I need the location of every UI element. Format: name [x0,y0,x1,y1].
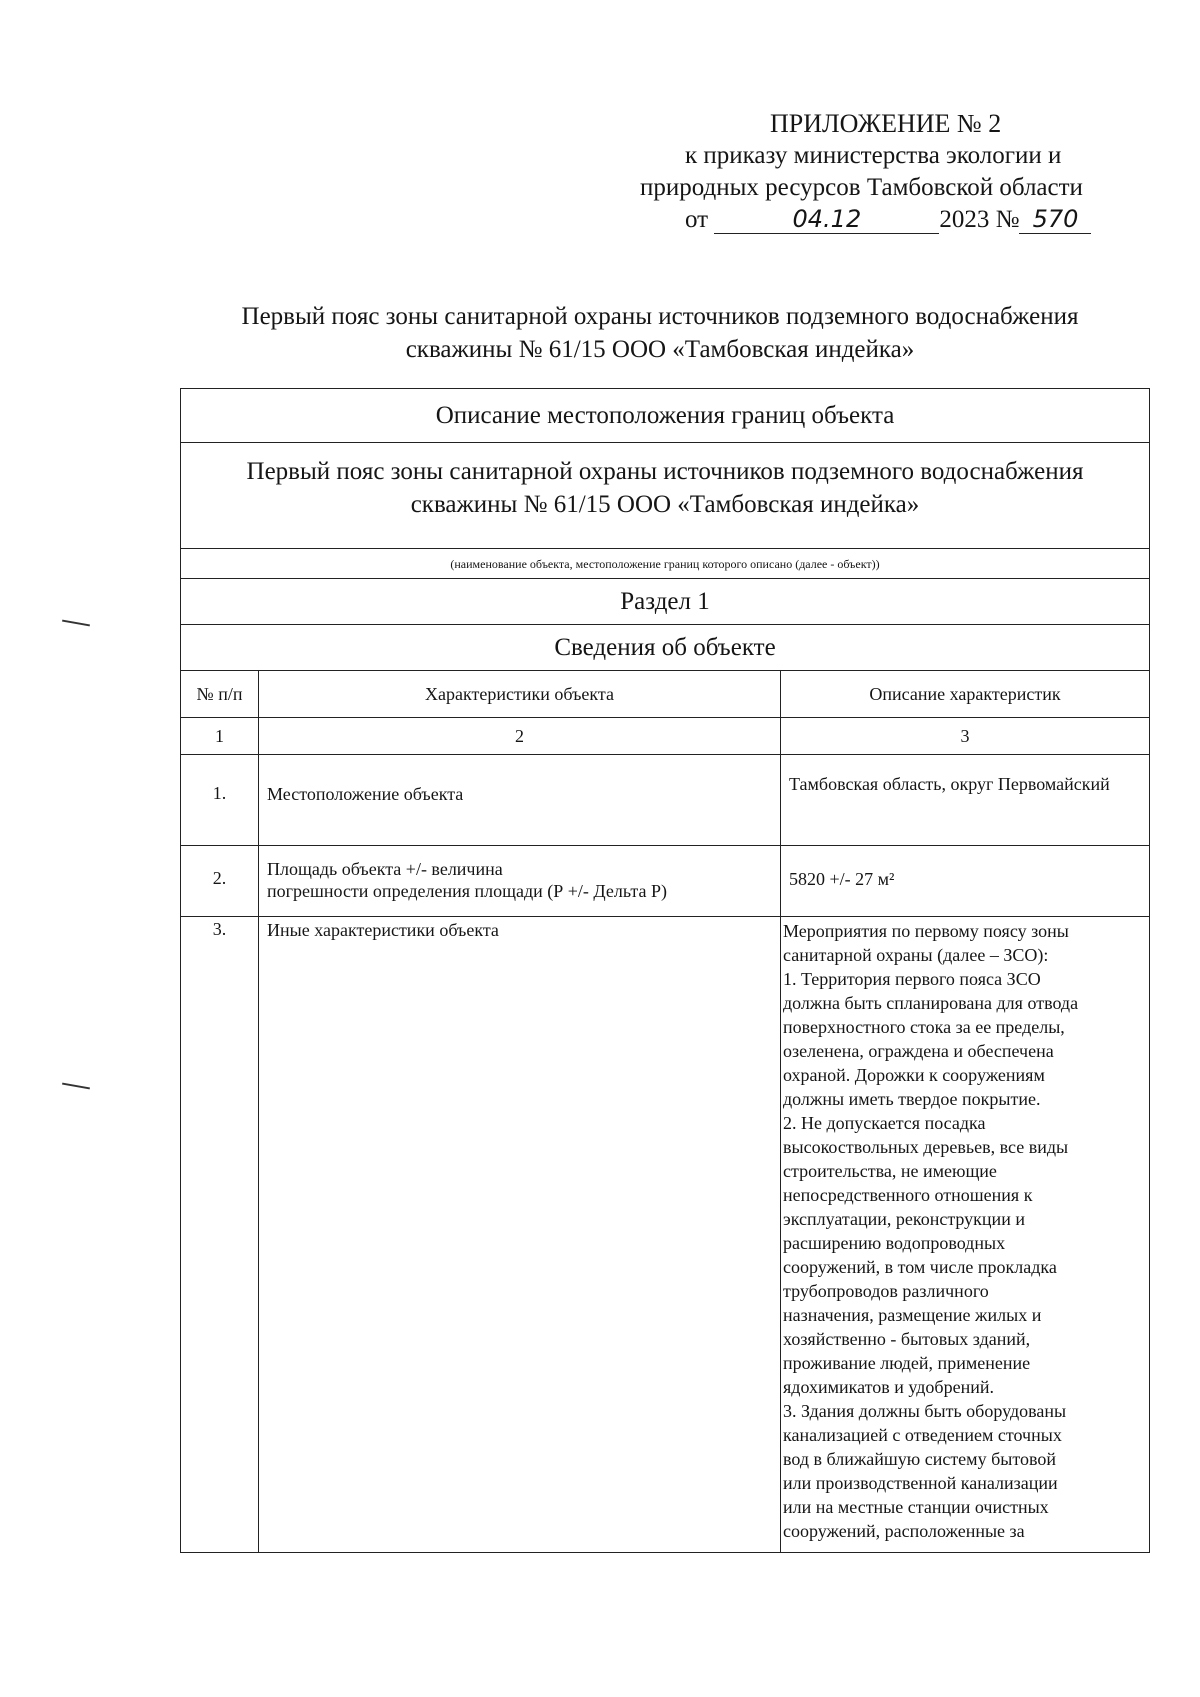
column-number: 3 [960,726,970,746]
handwritten-number: 570 [1032,205,1079,233]
scan-mark [62,1083,90,1090]
row-description: Тамбовская область, округ Первомайский [789,774,1110,794]
header-line-2: природных ресурсов Тамбовской области [640,174,1083,201]
description-line: 3. Здания должны быть оборудованы [783,1401,1067,1421]
description-line: поверхностного стока за ее пределы, [783,1017,1065,1037]
table-row [181,917,1149,1552]
section-title: Сведения об объекте [181,625,1149,671]
description-line: санитарной охраны (далее – ЗСО): [783,945,1049,965]
description-line: Мероприятия по первому поясу зоны [783,921,1069,941]
row-description: 5820 +/- 27 м² [789,869,895,889]
description-line: расширению водопроводных [783,1233,1006,1253]
description-line: высокоствольных деревьев, все виды [783,1137,1069,1157]
boundary-description-table [180,388,1150,1553]
page-title [180,300,1140,366]
order-date-line [685,204,1160,236]
column-header: Характеристики объекта [259,671,781,717]
column-number: 1 [181,718,259,754]
description-line: ядохимикатов и удобрений. [783,1377,994,1397]
row-characteristic: Иные характеристики объекта [259,917,781,1552]
description-line: хозяйственно - бытовых зданий, [783,1329,1031,1349]
description-line: трубопроводов различного [783,1281,989,1301]
column-number: 2 [259,718,781,754]
page-title-line-2: скважины № 61/15 ООО «Тамбовская индейка» [405,336,915,363]
column-number-row [181,718,1149,755]
description-line: или на местные станции очистных [783,1497,1049,1517]
description-line: озеленена, ограждена и обеспечена [783,1041,1054,1061]
row-number: 3. [181,917,259,1552]
characteristic-line: погрешности определения площади (Р +/- Дельта Р) [267,881,667,901]
page-title-line-1: Первый пояс зоны санитарной охраны источников подземного водоснабжения [241,303,1079,330]
object-name [181,443,1149,549]
object-name-line-1: Первый пояс зоны санитарной охраны источников подземного водоснабжения [246,458,1084,485]
description-line: или производственной канализации [783,1473,1058,1493]
object-name-line-2: скважины № 61/15 ООО «Тамбовская индейка» [410,491,920,518]
description-line: проживание людей, применение [783,1353,1031,1373]
section-number: Раздел 1 [181,579,1149,625]
description-line: сооружений, в том числе прокладка [783,1257,1057,1277]
table-row [181,846,1149,917]
row-number: 2. [181,846,259,916]
description-line: непосредственного отношения к [783,1185,1033,1205]
description-line: 1. Территория первого пояса ЗСО [783,969,1041,989]
description-line: должна быть спланирована для отвода [783,993,1079,1013]
appendix-header [640,108,1160,236]
description-title: Описание местоположения границ объекта [181,389,1149,443]
appendix-title: ПРИЛОЖЕНИЕ № 2 [770,109,1002,138]
handwritten-date: 04.12 [792,205,862,233]
scan-mark [62,620,90,627]
description-line: канализацией с отведением сточных [783,1425,1062,1445]
description-line: строительства, не имеющие [783,1161,997,1181]
row-characteristic: Местоположение объекта [259,755,781,845]
characteristic-line: Площадь объекта +/- величина [267,859,503,879]
description-line: сооружений, расположенные за [783,1521,1025,1541]
row-characteristic [259,846,781,916]
description-line: охраной. Дорожки к сооружениям [783,1065,1045,1085]
row-description [781,917,1149,1552]
description-line: должны иметь твердое покрытие. [783,1089,1041,1109]
column-header: Описание характеристик [869,684,1061,704]
column-header: № п/п [181,671,259,717]
description-line: эксплуатации, реконструкции и [783,1209,1025,1229]
header-line-1: к приказу министерства экологии и [685,142,1062,169]
description-line: назначения, размещение жилых и [783,1305,1042,1325]
row-number: 1. [181,755,259,845]
year-label: 2023 № [939,206,1020,233]
description-line: 2. Не допускается посадка [783,1113,986,1133]
order-number-field [1019,206,1091,234]
object-caption: (наименование объекта, местоположение границ которого описано (далее - объект)) [181,549,1149,579]
table-row [181,755,1149,846]
description-line: вод в ближайшую систему бытовой [783,1449,1056,1469]
table-header-row [181,671,1149,718]
order-date-field [714,206,939,234]
from-label: от [685,206,709,233]
